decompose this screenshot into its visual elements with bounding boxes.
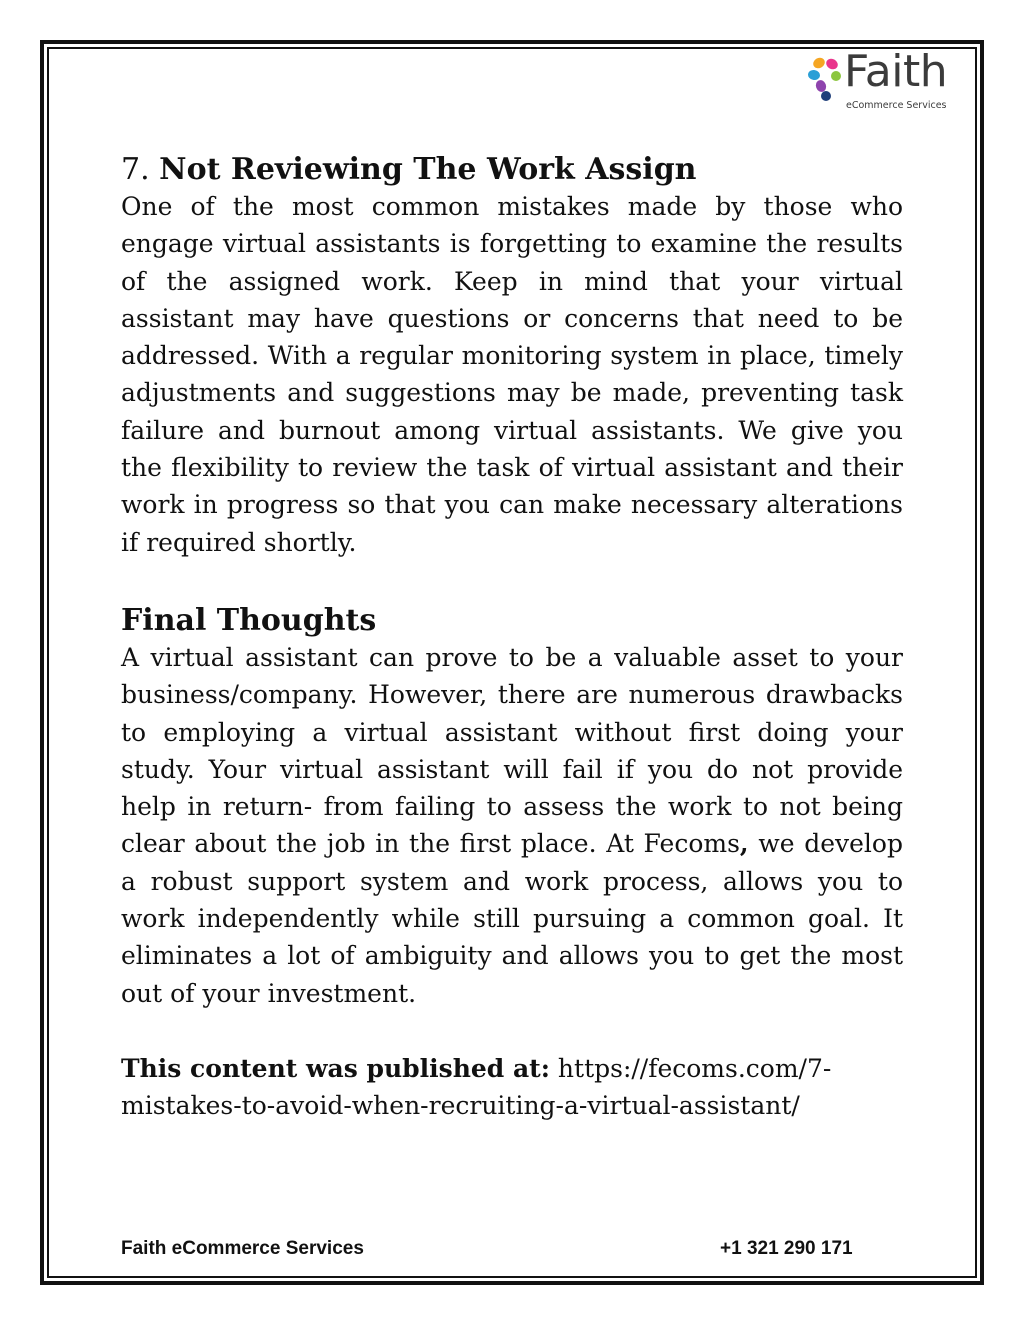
final-thoughts-paragraph — [121, 639, 903, 1012]
section-title: Not Reviewing The Work Assign — [159, 152, 697, 187]
footer-phone: +1 321 290 171 — [720, 1238, 853, 1259]
final-thoughts-text-2: we develop a robust support system and work process, allows you to work independently while still pursuing a common goal. It eliminates a lot of ambiguity and allows you to get the most out of your investment. — [121, 829, 903, 1008]
faith-logo — [808, 46, 968, 116]
logo-tagline: eCommerce Services — [846, 100, 947, 111]
section-number: 7. — [121, 152, 150, 187]
section-7-paragraph: One of the most common mistakes made by those who engage virtual assistants is forgetting to examine the results of the assigned work. Keep in mind that your virtual assistant may have questions or concerns that need to be addressed. With a regular monitoring system in place, timely adjustments and suggestions may be made, preventing task failure and burnout among virtual assistants. We give you the flexibility to review the task of virtual assistant and their work in progress so that you can make necessary alterations if required shortly. — [121, 192, 903, 557]
published-url[interactable]: https://fecoms.com/7-mistakes-to-avoid-when-recruiting-a-virtual-assistant/ — [121, 1053, 832, 1121]
final-thoughts-text-1: A virtual assistant can prove to be a valuable asset to your business/company. However, there are numerous drawbacks to employing a virtual assistant without first doing your study. Your virtual assistant will fail if you do not provide help in return- from failing to assess the work to not being clear about the job in the first place. At Fecoms — [121, 642, 903, 859]
section-heading-7 — [121, 150, 903, 190]
logo-wordmark: Faith — [844, 46, 948, 97]
final-thoughts-heading — [121, 601, 903, 641]
final-thoughts-title: Final Thoughts — [121, 602, 377, 638]
footer-company: Faith eCommerce Services — [121, 1238, 364, 1259]
final-thoughts-comma: , — [739, 829, 749, 859]
document-content — [121, 150, 903, 1125]
published-label: This content was published at: — [121, 1053, 550, 1083]
flower-logo-icon — [808, 56, 842, 102]
published-note — [121, 1050, 903, 1125]
